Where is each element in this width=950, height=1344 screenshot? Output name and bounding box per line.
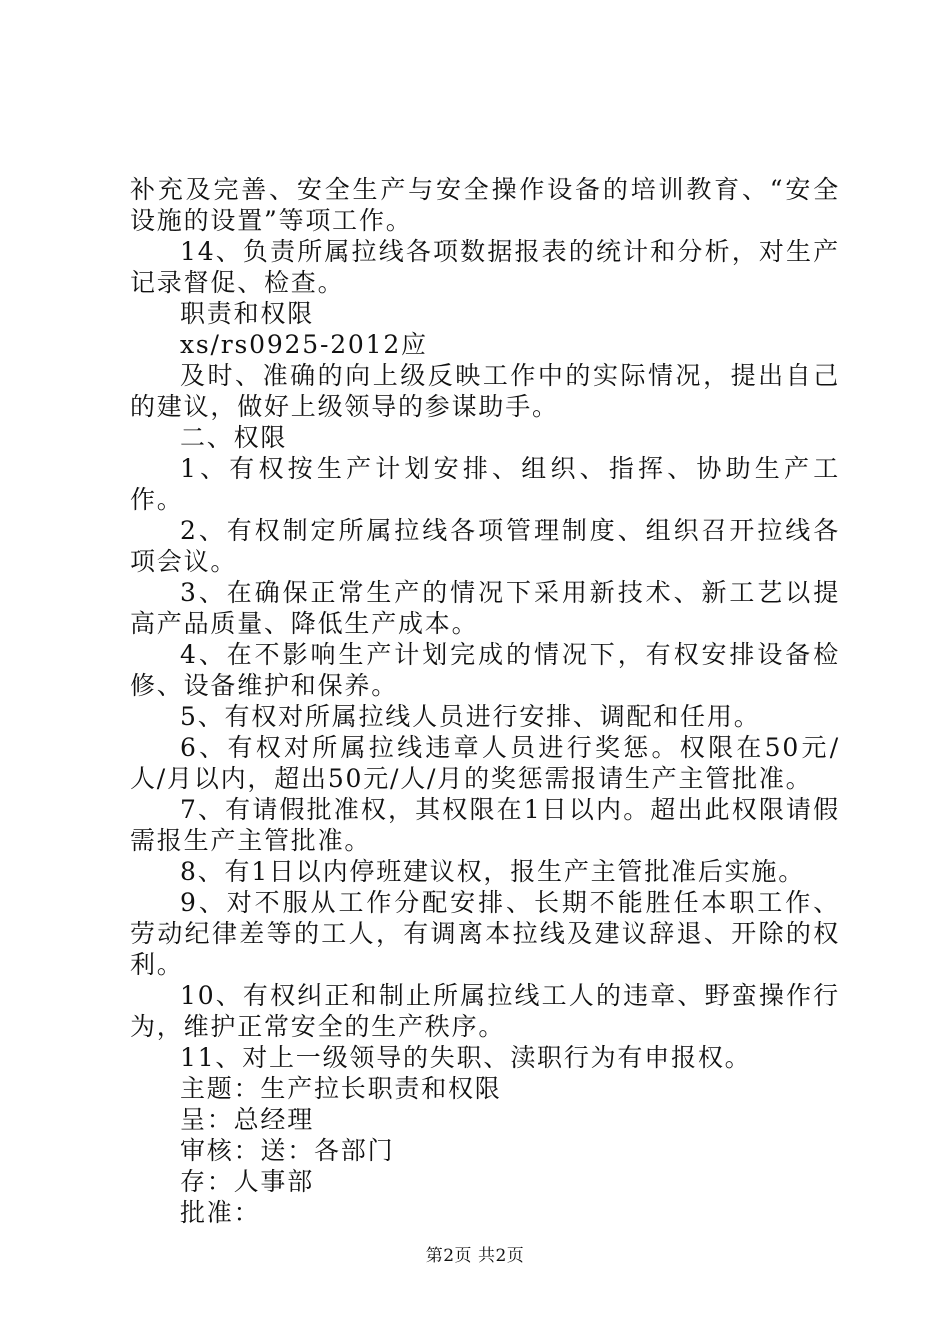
list-item: 10、有权纠正和制止所属拉线工人的违章、野蛮操作行为，维护正常安全的生产秩序。 (130, 981, 840, 1041)
page-number: 第2页 共2页 (425, 1246, 525, 1266)
section-heading: 职责和权限 (180, 299, 315, 328)
list-item: 5、有权对所属拉线人员进行安排、调配和任用。 (180, 702, 761, 731)
list-item: 2、有权制定所属拉线各项管理制度、组织召开拉线各项会议。 (130, 516, 840, 576)
list-item: 1、有权按生产计划安排、组织、指挥、协助生产工作。 (130, 454, 840, 514)
paragraph: 14、负责所属拉线各项数据报表的统计和分析，对生产记录督促、检查。 (130, 237, 840, 297)
approval-line: 批准： (180, 1198, 261, 1227)
list-item: 8、有1日以内停班建议权，报生产主管批准后实施。 (180, 857, 806, 886)
page-footer (0, 1246, 950, 1266)
list-item: 11、对上一级领导的失职、渎职行为有申报权。 (180, 1043, 752, 1072)
list-item: 4、在不影响生产计划完成的情况下，有权安排设备检修、设备维护和保养。 (130, 640, 840, 700)
subject-line: 主题：生产拉长职责和权限 (180, 1074, 502, 1103)
archive-line: 存：人事部 (180, 1167, 315, 1196)
paragraph: 补充及完善、安全生产与安全操作设备的培训教育、“安全设施的设置”等项工作。 (130, 175, 840, 235)
document-code: xs/rs0925-2012应 (180, 330, 428, 359)
document-body (130, 174, 840, 1228)
review-line: 审核：送：各部门 (180, 1136, 395, 1165)
list-item: 6、有权对所属拉线违章人员进行奖惩。权限在50元/人/月以内，超出50元/人/月的奖惩需报请生产主管批准。 (130, 733, 840, 793)
paragraph: 及时、准确的向上级反映工作中的实际情况，提出自己的建议，做好上级领导的参谋助手。 (130, 361, 840, 421)
list-item: 9、对不服从工作分配安排、长期不能胜任本职工作、劳动纪律差等的工人，有调离本拉线及建议辞退、开除的权利。 (130, 888, 840, 979)
submit-to-line: 呈：总经理 (180, 1105, 315, 1134)
list-item: 3、在确保正常生产的情况下采用新技术、新工艺以提高产品质量、降低生产成本。 (130, 578, 840, 638)
list-item: 7、有请假批准权，其权限在1日以内。超出此权限请假需报生产主管批准。 (130, 795, 840, 855)
section-heading: 二、权限 (180, 423, 288, 452)
